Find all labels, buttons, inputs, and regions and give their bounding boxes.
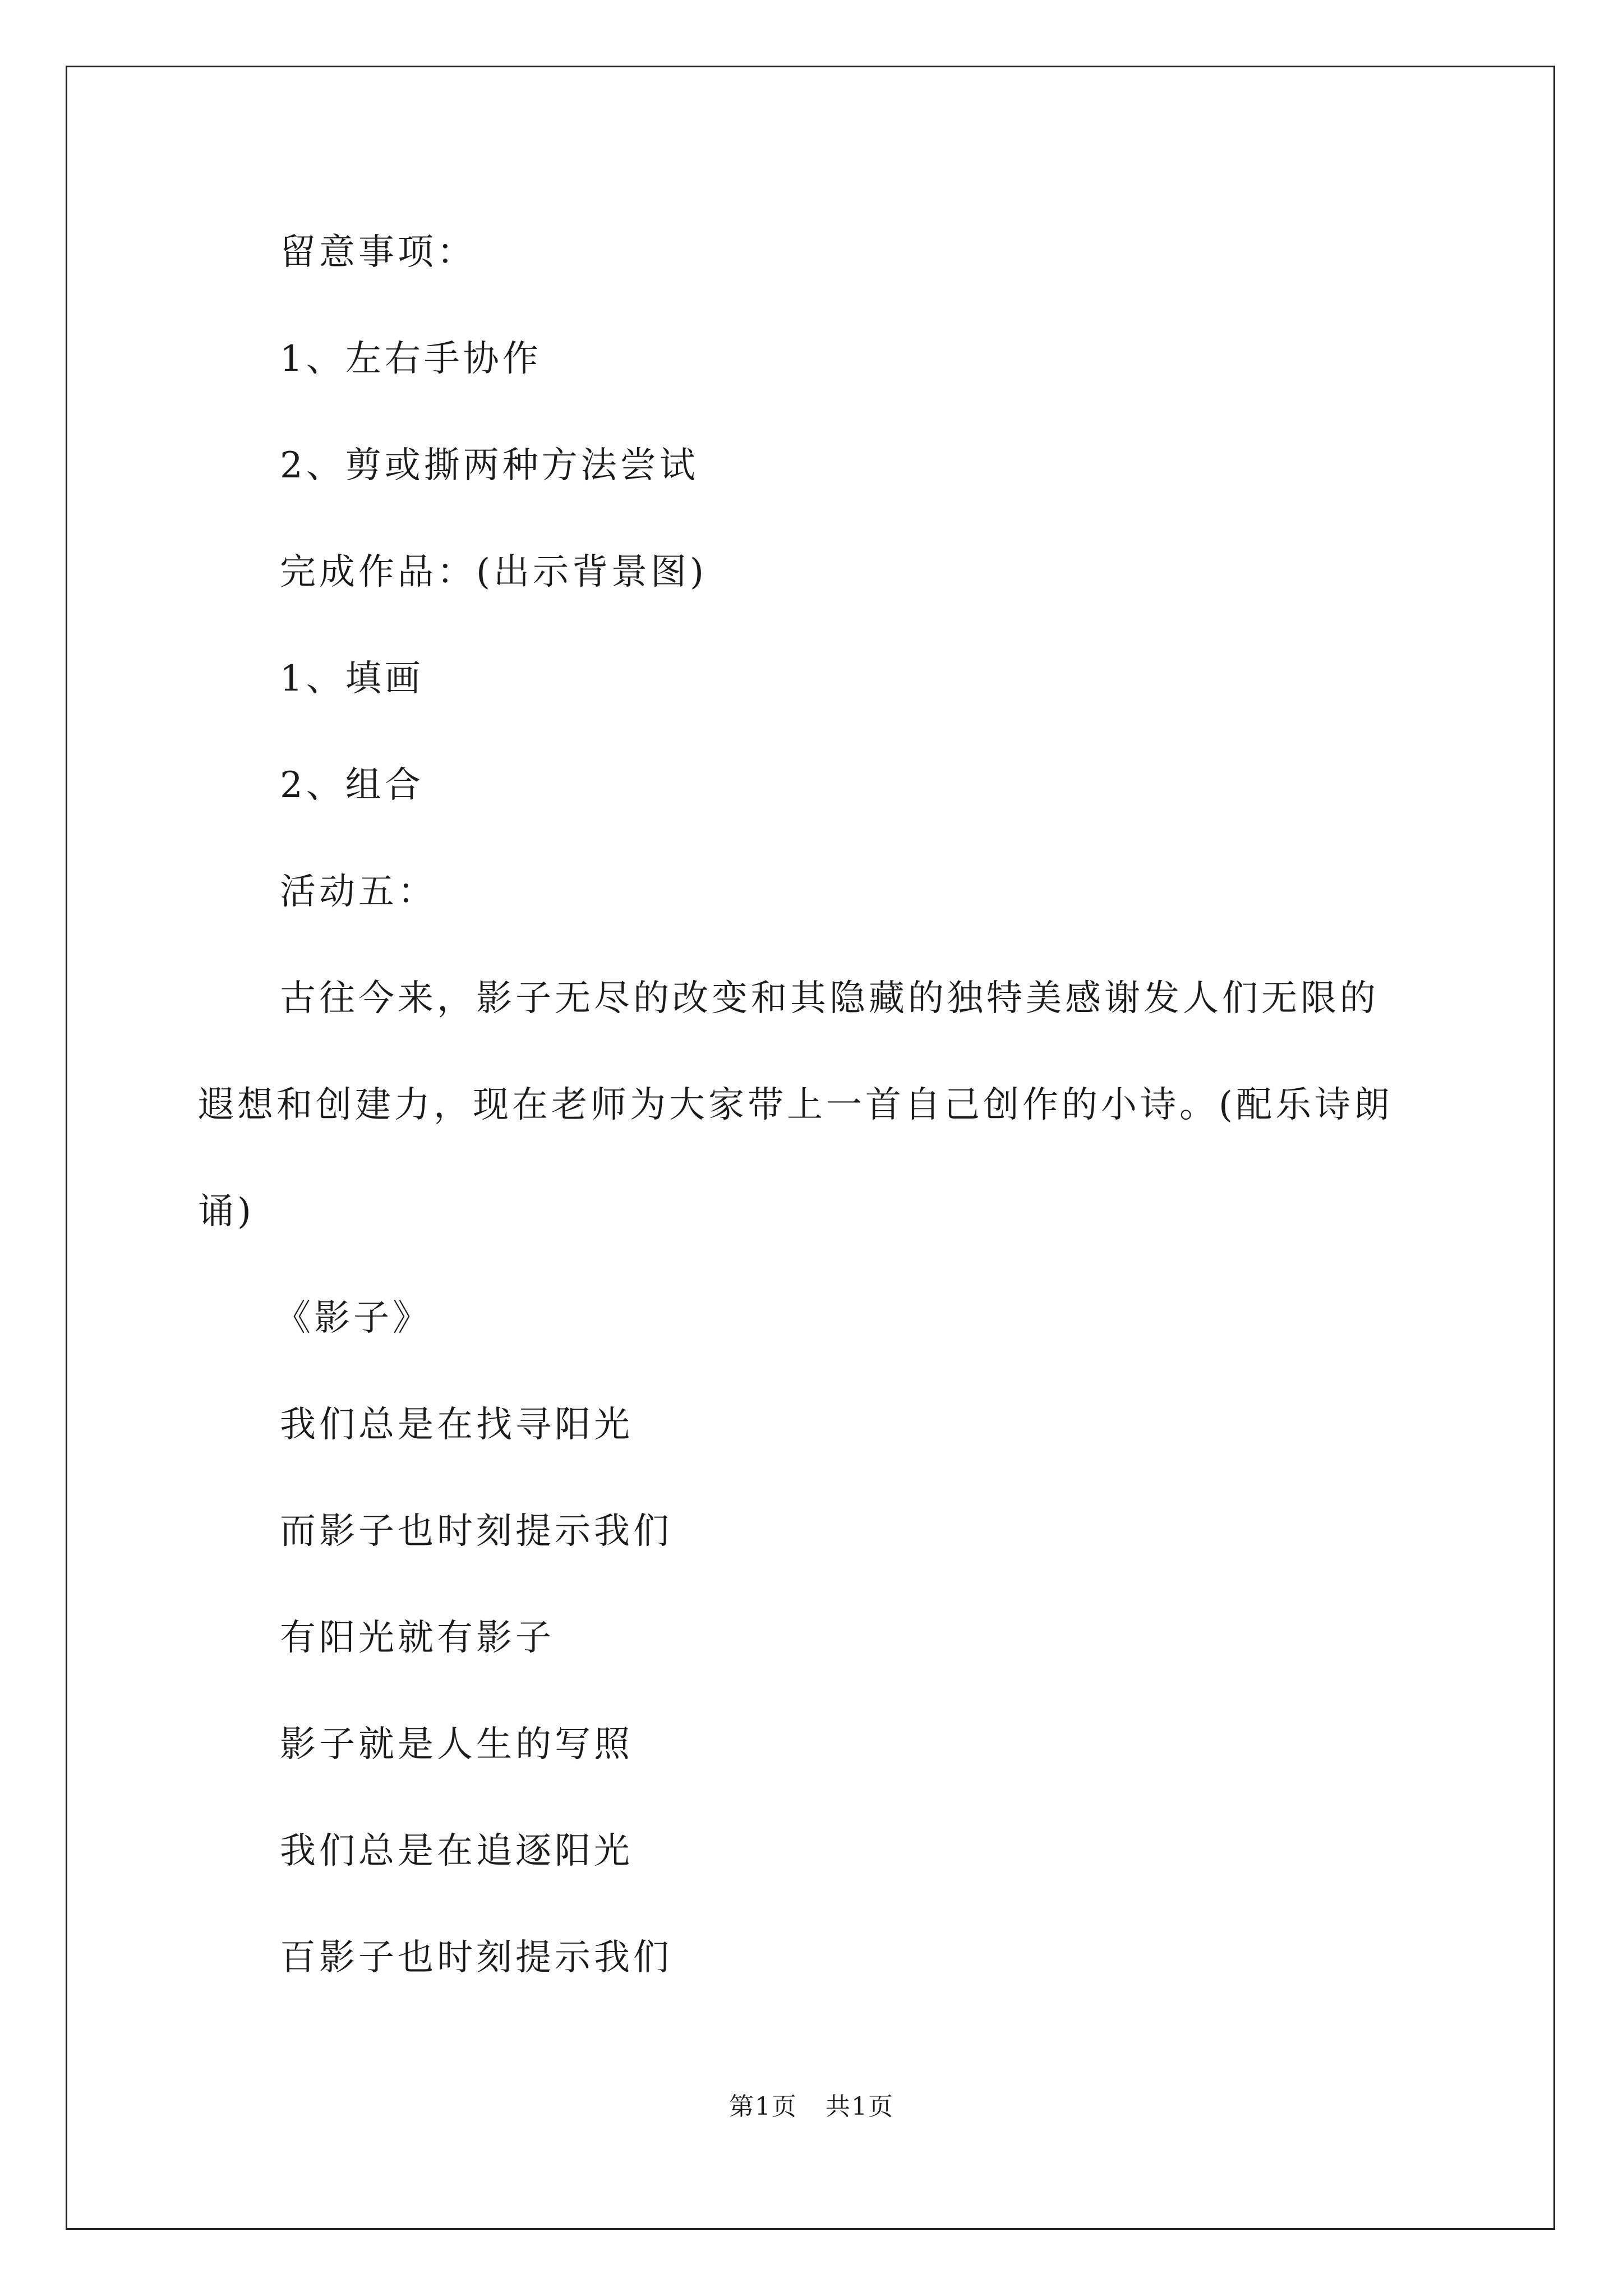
page-number-total: 共1页: [826, 2092, 894, 2121]
paragraph-intro-line-2: 遐想和创建力，现在老师为大家带上一首自己创作的小诗。(配乐诗朗: [198, 1084, 1393, 1126]
page-footer: [0, 2090, 1623, 2124]
poem-line-3: 有阳光就有影子: [280, 1617, 555, 1659]
paragraph-step-1: 1、填画: [280, 658, 424, 700]
poem-line-6: 百影子也时刻提示我们: [280, 1937, 672, 1978]
paragraph-notes-heading: 留意事项：: [280, 232, 476, 273]
poem-line-1: 我们总是在找寻阳光: [280, 1404, 633, 1446]
paragraph-intro-line-3: 诵): [198, 1191, 255, 1232]
paragraph-note-2: 2、剪或撕两种方法尝试: [280, 445, 699, 486]
poem-line-5: 我们总是在追逐阳光: [280, 1830, 633, 1872]
paragraph-finish-work: 完成作品：(出示背景图): [280, 551, 707, 593]
poem-line-2: 而影子也时刻提示我们: [280, 1511, 672, 1552]
paragraph-step-2: 2、组合: [280, 765, 424, 806]
page-number-current: 第1页: [729, 2092, 797, 2121]
paragraph-note-1: 1、左右手协作: [280, 338, 542, 380]
paragraph-intro-line-1: 古往今来，影子无尽的改变和其隐藏的独特美感谢发人们无限的: [280, 978, 1379, 1019]
poem-title: 《影子》: [275, 1297, 432, 1339]
paragraph-activity-five: 活动五：: [280, 871, 437, 913]
page-border: [66, 66, 1555, 2230]
poem-line-4: 影子就是人生的写照: [280, 1724, 633, 1765]
